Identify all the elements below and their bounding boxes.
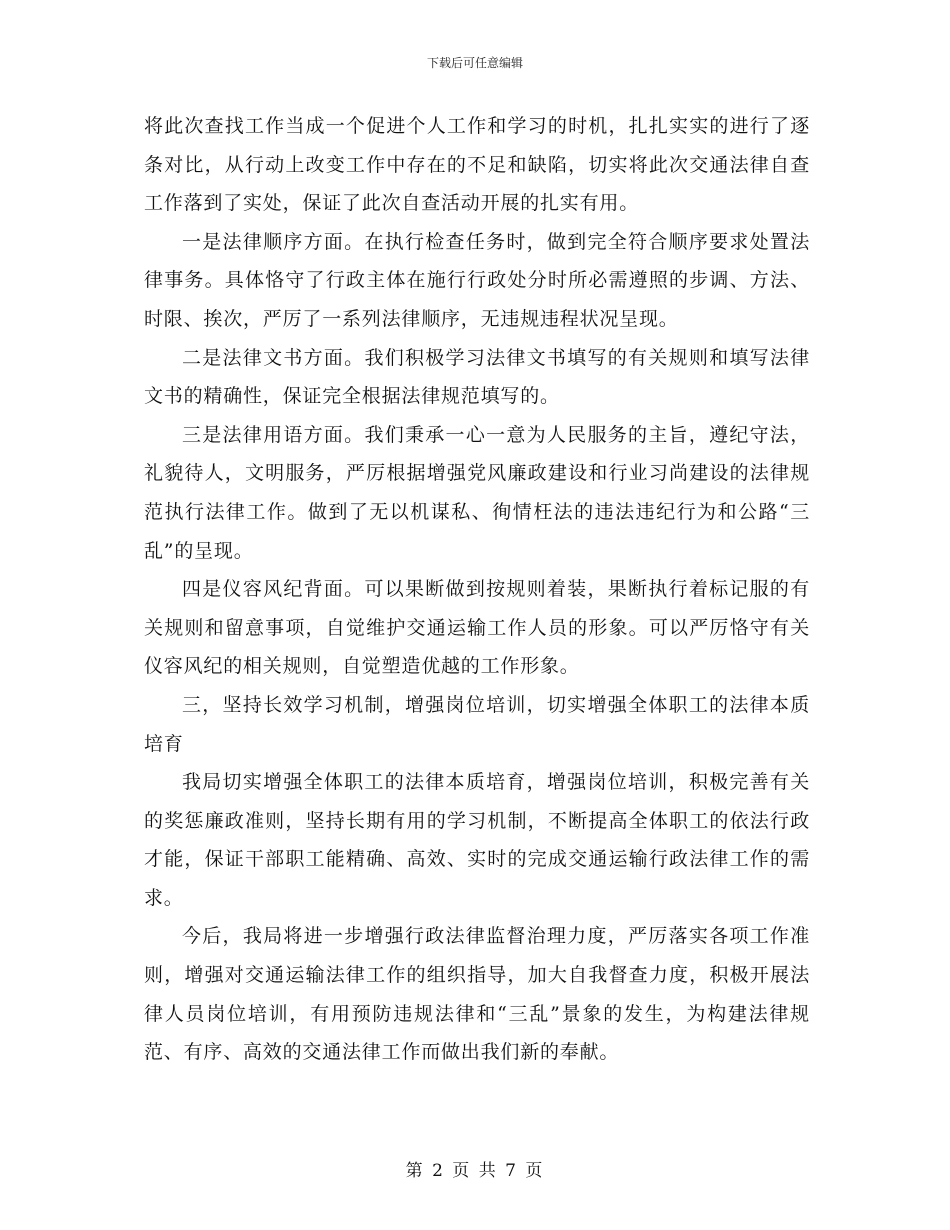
paragraph-legal-documents: 二是法律文书方面。我们积极学习法律文书填写的有关规则和填写法律文书的精确性，保证完全根据法律规范填写的。 [144, 346, 810, 408]
paragraph-legal-language: 三是法律用语方面。我们秉承一心一意为人民服务的主旨，遵纪守法，礼貌待人，文明服务，严厉根据增强党风廉政建设和行业习尚建设的法律规范执行法律工作。做到了无以机谋私、徇情枉法的违法违纪行为和公路“三乱”的呈现。 [144, 423, 810, 562]
paragraph-legal-procedure: 一是法律顺序方面。在执行检查任务时，做到完全符合顺序要求处置法律事务。具体恪守了行政主体在施行行政处分时所必需遵照的步调、方法、时限、挨次，严厉了一系列法律顺序，无违规违程状况呈现。 [144, 230, 810, 330]
paragraph-continuation: 将此次查找工作当成一个促进个人工作和学习的时机，扎扎实实的进行了逐条对比，从行动上改变工作中存在的不足和缺陷，切实将此次交通法律自查工作落到了实处，保证了此次自查活动开展的扎实有用。 [144, 115, 810, 215]
section-heading-training: 三，坚持长效学习机制，增强岗位培训，切实增强全体职工的法律本质培育 [144, 693, 810, 755]
document-body [144, 107, 810, 1072]
paragraph-training: 我局切实增强全体职工的法律本质培育，增强岗位培训，积极完善有关的奖惩廉政准则，坚持长期有用的学习机制，不断提高全体职工的依法行政才能，保证干部职工能精确、高效、实时的完成交通运输行政法律工作的需求。 [144, 771, 810, 909]
page-header-note: 下载后可任意编辑 [426, 56, 523, 70]
paragraph-future-plan: 今后，我局将进一步增强行政法律监督治理力度，严厉落实各项工作准则，增强对交通运输法律工作的组织指导，加大自我督查力度，积极开展法律人员岗位培训，有用预防违规法律和“三乱”景象的发生，为构建法律规范、有序、高效的交通法律工作而做出我们新的奉献。 [144, 925, 810, 1064]
page-number: 第 2 页 共 7 页 [405, 1161, 545, 1181]
paragraph-appearance-discipline: 四是仪容风纪背面。可以果断做到按规则着装，果断执行着标记服的有关规则和留意事项，自觉维护交通运输工作人员的形象。可以严厉恪守有关仪容风纪的相关规则，自觉塑造优越的工作形象。 [144, 578, 810, 678]
